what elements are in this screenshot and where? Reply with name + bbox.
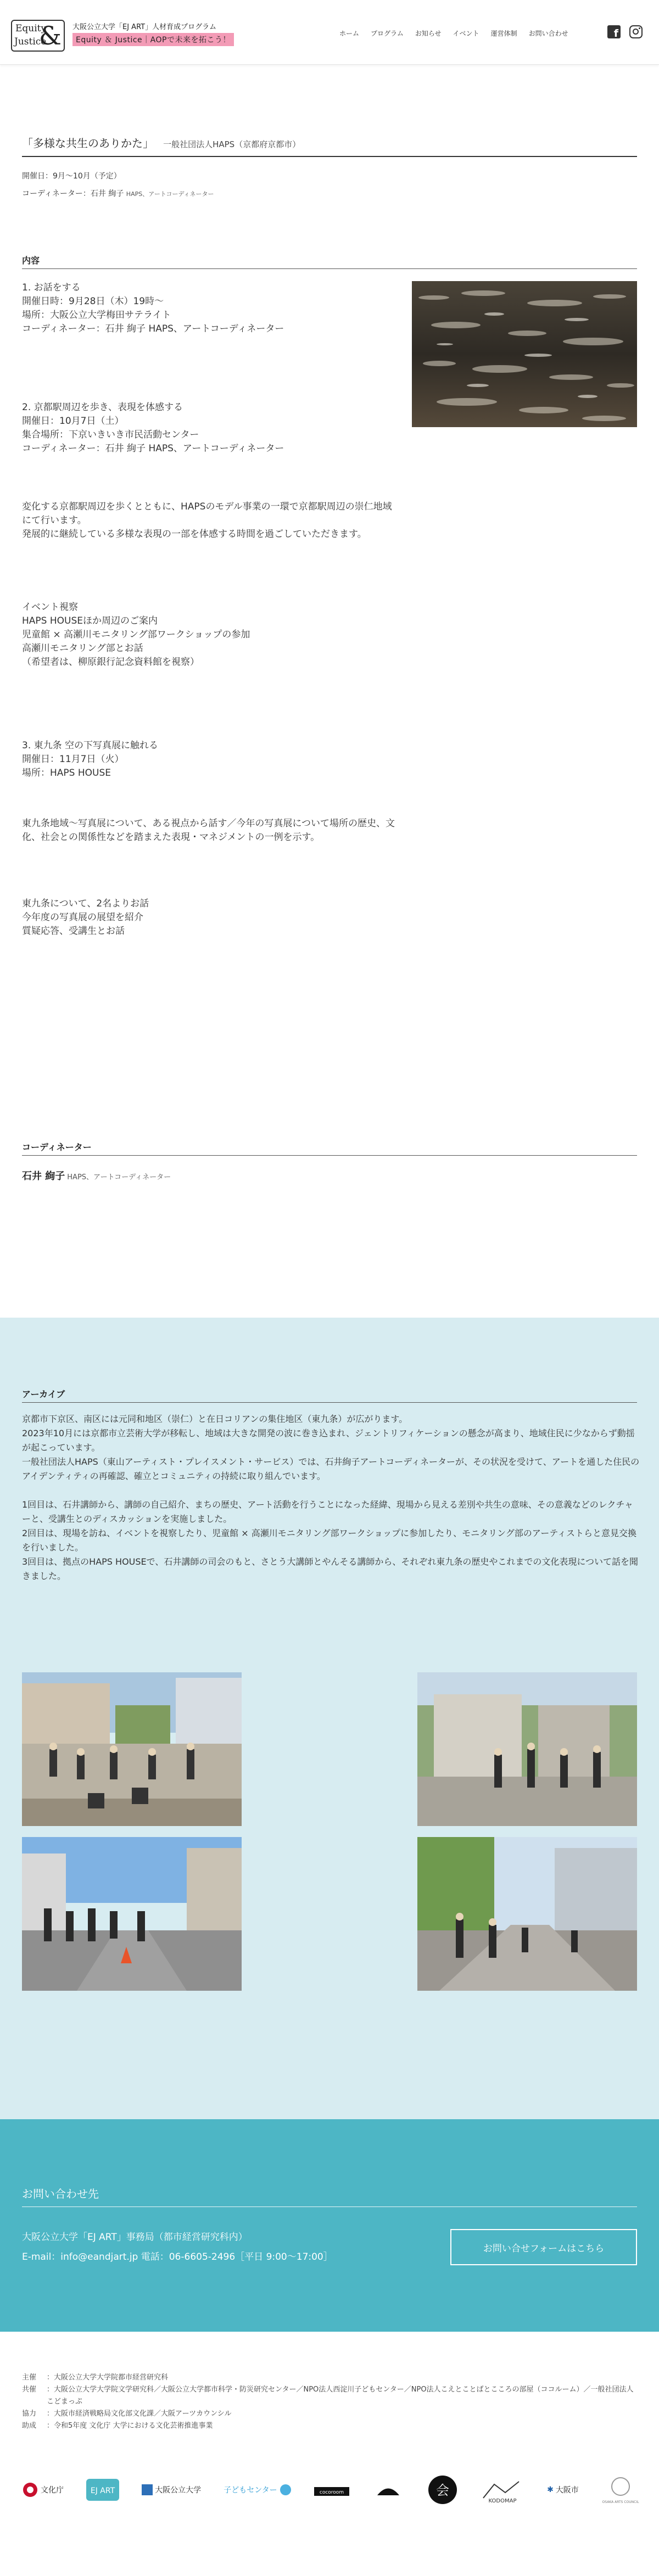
archive-paragraph: 京都市下京区、南区には元同和地区（崇仁）と在日コリアンの集住地区（東九条）が広がります。 [22, 1414, 408, 1424]
archive-paragraph: 3回目は、拠点のHAPS HOUSEで、石井講師の司会のもと、さとう大講師とやんそる講師から、それぞれ東九条の歴史やこれまでの文化表現について話を聞きました。 [22, 1556, 639, 1581]
osaka-arts-council-logo-icon[interactable] [601, 2474, 640, 2505]
coordinator-name-role: HAPS、アートコーディネーター [67, 1173, 171, 1181]
svg-text:KODOMAP: KODOMAP [488, 2498, 517, 2504]
content-block-3: 変化する京都駅周辺を歩くとともに、HAPSのモデル事業の一環で京都駅周辺の崇仁地域にて行います。 発展的に継続している多様な表現の一部を体感する時間を過ごしていただきます。 [22, 501, 392, 540]
content-block-5: 3. 東九条 空の下写真展に触れる 開催日：11月7日（火） 場所：HAPS HOUSE [22, 740, 159, 779]
kodomap-logo-icon[interactable] [372, 2479, 405, 2501]
content-block-2: 2. 京都駅周辺を歩き、表現を体感する 開催日：10月7日（土） 集合場所：下京いきいき市民活動センター コーディネーター：石井 絢子 HAPS、アートコーディネーター [22, 402, 284, 454]
kodomap-map-logo-icon[interactable] [481, 2476, 524, 2504]
archive-photo-3[interactable] [22, 1837, 242, 1991]
archive-photo-1[interactable] [22, 1672, 242, 1826]
svg-text:OSAKA ARTS COUNCIL: OSAKA ARTS COUNCIL [602, 2500, 639, 2504]
content-block-7: 東九条について、2名よりお話 今年度の写真展の展望を紹介 質疑応答、受講生とお話 [22, 898, 149, 937]
river-water-photo [412, 281, 637, 427]
osaka-city-logo-icon[interactable]: ✱ 大阪市 [547, 2485, 579, 2495]
archive-heading: アーカイブ [22, 1387, 637, 1403]
archive-paragraph: 2023年10月には京都市立芸術大学が移転し、地域は大きな開発の波に巻き込まれ、ジェントリフィケーションの懸念が高まり、地域住民に少なからず動揺が起こっています。 [22, 1428, 635, 1453]
omu-logo-icon[interactable]: 大阪公立大学 [142, 2484, 201, 2495]
nishiyodogawa-logo-icon[interactable]: 子どもセンター [224, 2484, 291, 2496]
site-footer [0, 2332, 659, 2576]
nav-home[interactable]: ホーム [339, 30, 360, 37]
contact-section [0, 2119, 659, 2332]
archive-photo-2[interactable] [417, 1672, 637, 1826]
contact-mail[interactable]: E-mail：info@eandjart.jp 電話：06-6605-2496［平日 9:00〜17:00］ [22, 2252, 333, 2263]
ej-art-logo-icon[interactable] [86, 2479, 119, 2501]
coordinator-role: HAPS、アートコーディネーター [126, 191, 214, 198]
credit-row: 助成 ：令和5年度 文化庁 大学における文化芸術推進事業 [22, 2422, 213, 2430]
bunkacho-logo-icon[interactable]: 文化庁 [22, 2482, 64, 2498]
content-block-4: イベント視察 HAPS HOUSEほか周辺のご案内 児童館 × 高瀬川モニタリング部ワークショップの参加 高瀬川モニタリング部とお話 （希望者は、柳原銀行記念資料館を視察） [22, 602, 250, 668]
header-subtitle: 大阪公立大学「EJ ART」人材育成プログラム [72, 23, 216, 31]
coordinator-label: コーディネーター：石井 絢子 [22, 189, 124, 198]
credit-row: 主催 ：大阪公立大学大学院都市経営研究科 [22, 2373, 169, 2382]
contact-form-button[interactable]: お問い合せフォームはこちら [450, 2229, 637, 2265]
archive-paragraph: 一般社団法人HAPS（東山アーティスト・プレイスメント・サービス）では、石井絢子アートコーディネーターが、その状況を受けて、アートを通した住民のアイデンティティの再確認、確立とコミュニティの持続に取り組んでいます。 [22, 1457, 640, 1481]
coordinator-name [22, 1168, 171, 1183]
facebook-icon[interactable]: f [607, 25, 621, 38]
logo-ampersand: & [39, 21, 62, 51]
logo-text-justice: Justice [14, 36, 47, 47]
site-logo[interactable] [11, 20, 65, 52]
instagram-icon[interactable] [629, 25, 643, 38]
contact-heading: お問い合わせ先 [22, 2185, 637, 2207]
svg-text:cocoroom: cocoroom [319, 2490, 344, 2495]
nav-organization[interactable]: 運営体制 [490, 30, 517, 37]
program-title: 「多様な共生のありかた」 [22, 137, 154, 150]
program-coordinator [22, 188, 214, 199]
sponsor-logos [22, 2471, 640, 2509]
cocoroom-logo-icon[interactable] [314, 2482, 349, 2498]
credit-row: 協力 ：大阪市経済戦略局文化部文化課／大阪アーツカウンシル [22, 2410, 232, 2418]
credits [22, 2372, 637, 2432]
coordinator-name-text: 石井 絢子 [22, 1171, 65, 1182]
kai-logo-icon[interactable] [427, 2474, 458, 2505]
content-block-6: 東九条地域〜写真展について、ある視点から話す／今年の写真展について場所の歴史、文化、社会との関係性などを踏まえた表現・マネジメントの一例を示す。 [22, 818, 395, 843]
credit-row: 共催 ：大阪公立大学大学院文学研究科／大阪公立大学都市科学・防災研究センター／NPO法人西淀川子どもセンター／NPO法人こえとことばとこころの部屋（ココルーム）／一般社団法人こどまっぷ [22, 2385, 634, 2406]
nav-event[interactable]: イベント [453, 30, 479, 37]
nav-news[interactable]: お知らせ [415, 30, 442, 37]
header-tagline: Equity ＆ Justice｜AOPで未来を拓こう！ [72, 33, 234, 46]
program-period: 開催日：9月〜10月（予定） [22, 172, 121, 181]
main-nav [339, 29, 568, 38]
svg-text:会: 会 [435, 2483, 449, 2498]
archive-text [22, 1412, 640, 1583]
logo-text-equity: Equity [15, 23, 47, 34]
svg-text:EJ ART: EJ ART [90, 2487, 115, 2495]
coordinator-heading: コーディネーター [22, 1140, 637, 1156]
content-heading: 内容 [22, 254, 637, 269]
archive-paragraph: 1回目は、石井講師から、講師の自己紹介、まちの歴史、アート活動を行うことになった経緯、現場から見える差別や共生の意味、その意義などのレクチャーと、受講生とのディスカッションを実施しました。 [22, 1499, 633, 1524]
site-header [0, 0, 659, 65]
program-org: 一般社団法人HAPS（京都府京都市） [163, 139, 301, 149]
program-title-row [22, 135, 637, 157]
archive-paragraph: 2回目は、現場を訪ね、イベントを視察したり、児童館 × 高瀬川モニタリング部ワークショップに参加したり、モニタリング部のアーティストらと意見交換を行いました。 [22, 1528, 637, 1553]
contact-org: 大阪公立大学「EJ ART」事務局（都市経営研究科内） [22, 2232, 248, 2243]
archive-photo-4[interactable] [417, 1837, 637, 1991]
content-block-1: 1. お話をする 開催日時：9月28日（木）19時〜 場所：大阪公立大学梅田サテライト コーディネーター：石井 絢子 HAPS、アートコーディネーター [22, 282, 284, 334]
nav-program[interactable]: プログラム [371, 30, 404, 37]
nav-contact[interactable]: お問い合わせ [528, 30, 568, 37]
